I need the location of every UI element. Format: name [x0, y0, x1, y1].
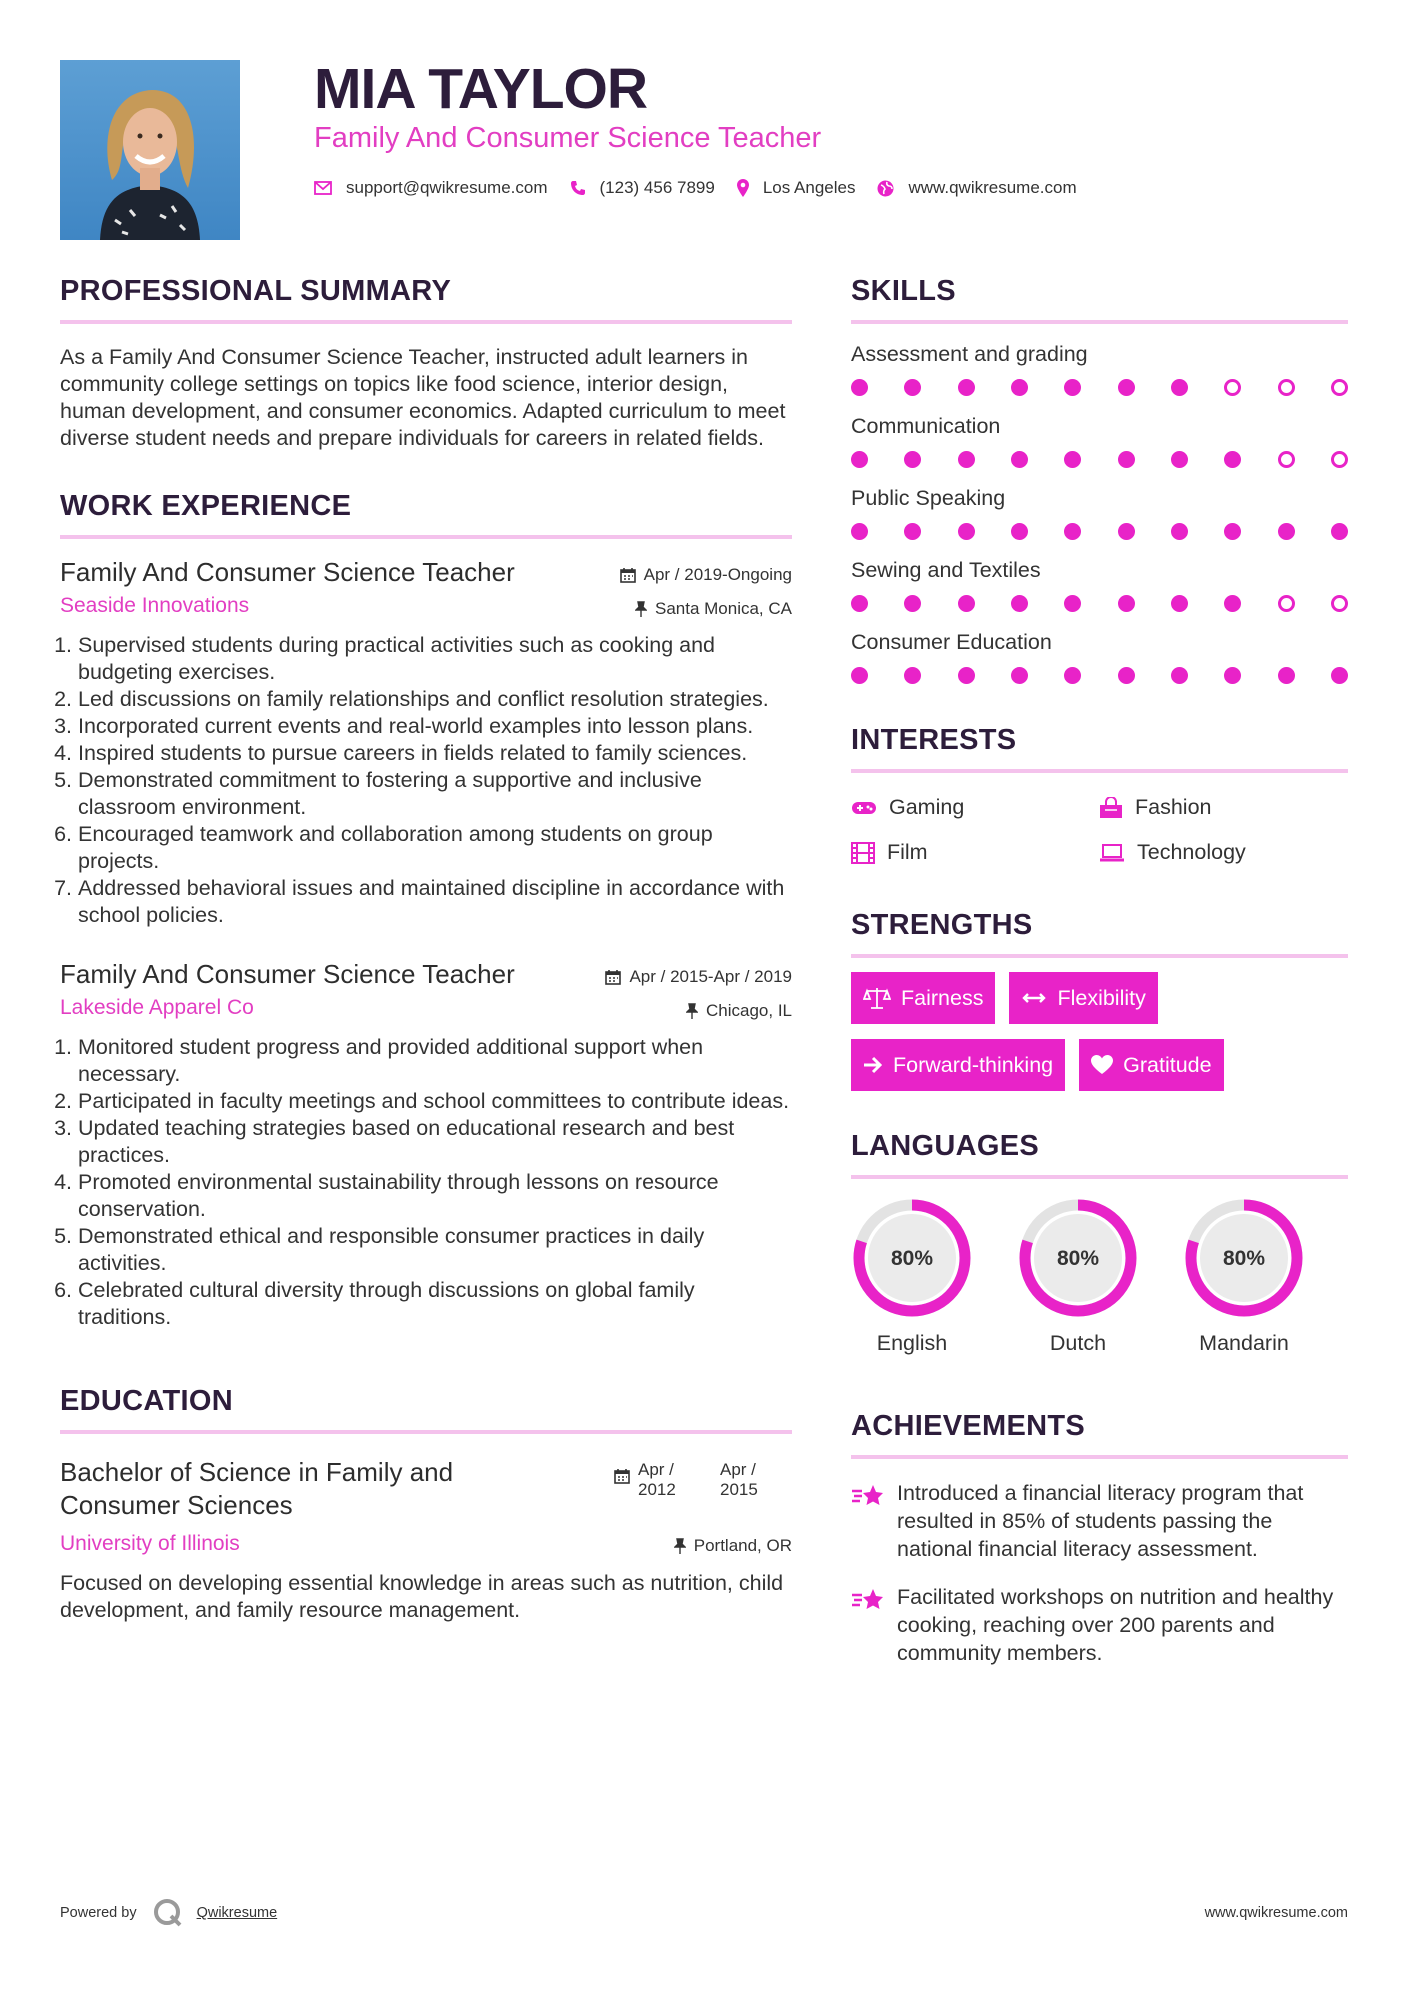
section-title: SKILLS: [851, 275, 956, 307]
skill-name: Public Speaking: [851, 486, 1006, 510]
shopping-bag-icon: [1099, 797, 1123, 819]
achievement-item: [851, 1583, 1348, 1667]
education-end: Apr / 2015: [720, 1460, 758, 1499]
rating-dot-filled: [904, 379, 921, 396]
contact-bar: [314, 178, 1099, 198]
skill-name: Sewing and Textiles: [851, 558, 1041, 582]
section-divider: [851, 1175, 1348, 1179]
left-column: [60, 275, 792, 1624]
section-title: PROFESSIONAL SUMMARY: [60, 275, 452, 307]
heart-icon: [1091, 1055, 1113, 1075]
education-section: [60, 1385, 792, 1624]
candidate-name: MIA TAYLOR: [314, 57, 648, 121]
languages-list: [851, 1197, 1348, 1356]
rating-dot-filled: [1064, 451, 1081, 468]
skill-rating: [851, 595, 1348, 612]
shooting-star-icon: [851, 1483, 885, 1511]
interest-item: [851, 795, 1099, 820]
gamepad-icon: [851, 800, 877, 816]
rating-dot-empty: [1331, 379, 1348, 396]
footer-powered-by: [60, 1898, 277, 1928]
rating-dot-filled: [958, 667, 975, 684]
rating-dot-filled: [1011, 667, 1028, 684]
contact-email[interactable]: [314, 178, 548, 198]
rating-dot-filled: [1011, 595, 1028, 612]
interest-item: [1099, 795, 1347, 820]
strength-tag: [851, 972, 995, 1024]
job-title: Family And Consumer Science Teacher: [60, 959, 515, 989]
phone-icon: [570, 180, 586, 196]
section-divider: [851, 954, 1348, 958]
language-gauge: [851, 1197, 973, 1319]
job-entry: [60, 959, 792, 1331]
list-item: 1. Supervised students during practical activities such as cooking and budgeting exercises.: [78, 632, 792, 686]
rating-dot-filled: [1171, 595, 1188, 612]
strengths-section: [851, 909, 1348, 1106]
rating-dot-filled: [1064, 667, 1081, 684]
arrow-right-icon: [863, 1056, 883, 1074]
section-title: STRENGTHS: [851, 909, 1033, 941]
language-name: English: [876, 1331, 948, 1355]
rating-dot-filled: [1064, 379, 1081, 396]
rating-dot-filled: [1171, 667, 1188, 684]
rating-dot-empty: [1331, 595, 1348, 612]
strength-tag: [1009, 972, 1157, 1024]
section-title: ACHIEVEMENTS: [851, 1410, 1086, 1442]
education-entry: [60, 1456, 792, 1624]
gauge-label: 80%: [1222, 1247, 1266, 1270]
list-item: 5. Demonstrated ethical and responsible consumer practices in daily activities.: [78, 1223, 792, 1277]
rating-dot-filled: [1224, 595, 1241, 612]
experience-section: [60, 490, 792, 1331]
rating-dot-filled: [904, 595, 921, 612]
rating-dot-filled: [904, 523, 921, 540]
skills-section: [851, 275, 1348, 684]
rating-dot-empty: [1224, 379, 1241, 396]
powered-by-text: Powered by: [60, 1905, 137, 1921]
section-divider: [851, 320, 1348, 324]
achievement-text: Facilitated workshops on nutrition and healthy cooking, reaching over 200 parents and community members.: [897, 1585, 1334, 1665]
language-gauge: [1017, 1197, 1139, 1319]
education-location: [674, 1536, 792, 1556]
skill-name: Communication: [851, 414, 1001, 438]
interest-item: [1099, 840, 1347, 865]
skill-item: [851, 558, 1348, 612]
rating-dot-filled: [1224, 667, 1241, 684]
achievement-text: Introduced a financial literacy program that resulted in 85% of students passing the national financial literacy assessment.: [897, 1481, 1304, 1561]
section-divider: [60, 535, 792, 539]
list-item: 3. Incorporated current events and real-world examples into lesson plans.: [78, 713, 792, 740]
interest-label: Film: [887, 840, 928, 864]
skill-item: [851, 486, 1348, 540]
job-company: Seaside Innovations: [60, 594, 250, 617]
contact-website[interactable]: [877, 178, 1076, 198]
list-item: 5. Demonstrated commitment to fostering a supportive and inclusive classroom environment.: [78, 767, 792, 821]
profile-photo: [60, 60, 240, 240]
rating-dot-filled: [1118, 523, 1135, 540]
rating-dot-filled: [1331, 523, 1348, 540]
rating-dot-filled: [1118, 451, 1135, 468]
section-divider: [851, 1455, 1348, 1459]
rating-dot-filled: [958, 451, 975, 468]
skill-name: Consumer Education: [851, 630, 1052, 654]
language-item: [1017, 1197, 1139, 1356]
strength-label: Flexibility: [1057, 985, 1146, 1010]
phone-text: (123) 456 7899: [599, 178, 715, 197]
shooting-star-icon: [851, 1587, 885, 1615]
right-column: [851, 275, 1348, 1667]
strength-tag: [851, 1039, 1065, 1091]
skill-rating: [851, 523, 1348, 540]
calendar-icon: [605, 969, 621, 985]
strength-tags: [851, 972, 1348, 1106]
skill-item: [851, 414, 1348, 468]
brand-link[interactable]: Qwikresume: [196, 1905, 278, 1921]
gauge-label: 80%: [890, 1247, 934, 1270]
languages-section: [851, 1130, 1348, 1356]
arrows-h-icon: [1021, 991, 1047, 1005]
rating-dot-filled: [1118, 667, 1135, 684]
job-bullets: [60, 632, 792, 929]
skill-name: Assessment and grading: [851, 342, 1088, 366]
rating-dot-filled: [1064, 523, 1081, 540]
rating-dot-filled: [1171, 379, 1188, 396]
contact-phone[interactable]: [570, 178, 715, 198]
contact-location: [737, 178, 856, 198]
job-company: Lakeside Apparel Co: [60, 996, 254, 1019]
rating-dot-filled: [1011, 379, 1028, 396]
summary-text: As a Family And Consumer Science Teacher, instructed adult learners in community college settings on topics like food science, interior design, human development, and consumer economics. Adapted curriculum to meet diverse student needs and prepare individuals for careers in related fields.: [60, 345, 786, 450]
education-dates: [614, 1460, 772, 1500]
map-marker-icon: [737, 179, 749, 197]
rating-dot-filled: [851, 379, 868, 396]
list-item: 1. Monitored student progress and provided additional support when necessary.: [78, 1034, 792, 1088]
section-divider: [851, 769, 1348, 773]
job-title: Family And Consumer Science Teacher: [60, 557, 515, 587]
skill-item: [851, 630, 1348, 684]
rating-dot-filled: [1064, 595, 1081, 612]
rating-dot-filled: [1011, 523, 1028, 540]
rating-dot-filled: [1278, 523, 1295, 540]
job-location-text: Santa Monica, CA: [654, 599, 792, 618]
summary-section: [60, 275, 792, 452]
education-degree: Bachelor of Science in Family and Consumer Sciences: [60, 1457, 454, 1520]
gauge-label: 80%: [1056, 1247, 1100, 1270]
language-gauge: [1183, 1197, 1305, 1319]
skill-rating: [851, 379, 1348, 396]
rating-dot-filled: [851, 451, 868, 468]
achievement-item: [851, 1479, 1348, 1563]
rating-dot-filled: [1118, 379, 1135, 396]
rating-dot-filled: [958, 523, 975, 540]
language-item: [1183, 1197, 1305, 1356]
job-dates-text: Apr / 2015-Apr / 2019: [629, 967, 792, 986]
strength-tag: [1079, 1039, 1223, 1091]
language-name: Mandarin: [1199, 1331, 1289, 1355]
job-location: [686, 1001, 792, 1021]
rating-dot-empty: [1278, 379, 1295, 396]
section-title: LANGUAGES: [851, 1130, 1039, 1162]
interests-section: [851, 724, 1348, 865]
rating-dot-filled: [958, 379, 975, 396]
interest-label: Gaming: [889, 795, 965, 819]
rating-dot-filled: [1011, 451, 1028, 468]
job-dates: [620, 565, 792, 585]
education-start: Apr / 2012: [638, 1460, 676, 1499]
list-item: 6. Celebrated cultural diversity through discussions on global family traditions.: [78, 1277, 792, 1331]
interest-label: Technology: [1137, 840, 1246, 864]
list-item: 4. Promoted environmental sustainability through lessons on resource conservation.: [78, 1169, 792, 1223]
job-bullets: [60, 1034, 792, 1331]
list-item: 6. Encouraged teamwork and collaboration among students on group projects.: [78, 821, 792, 875]
skill-rating: [851, 667, 1348, 684]
list-item: 2. Participated in faculty meetings and school committees to contribute ideas.: [78, 1088, 792, 1115]
candidate-title: Family And Consumer Science Teacher: [314, 122, 822, 154]
rating-dot-filled: [851, 595, 868, 612]
list-item: 7. Addressed behavioral issues and maintained discipline in accordance with school policies.: [78, 875, 792, 929]
laptop-icon: [1099, 844, 1125, 862]
education-location-text: Portland, OR: [693, 1536, 792, 1555]
calendar-icon: [614, 1468, 630, 1484]
list-item: 4. Inspired students to pursue careers in fields related to family sciences.: [78, 740, 792, 767]
balance-scale-icon: [863, 987, 891, 1009]
rating-dot-filled: [1278, 667, 1295, 684]
strength-label: Gratitude: [1123, 1052, 1212, 1077]
rating-dot-empty: [1278, 595, 1295, 612]
envelope-icon: [314, 181, 332, 195]
rating-dot-filled: [1171, 451, 1188, 468]
rating-dot-filled: [904, 451, 921, 468]
section-title: EDUCATION: [60, 1385, 233, 1417]
list-item: 3. Updated teaching strategies based on educational research and best practices.: [78, 1115, 792, 1169]
skill-item: [851, 342, 1348, 396]
pin-icon: [635, 601, 647, 617]
rating-dot-filled: [904, 667, 921, 684]
rating-dot-filled: [1224, 451, 1241, 468]
strength-label: Forward-thinking: [893, 1052, 1054, 1077]
rating-dot-empty: [1331, 451, 1348, 468]
location-text: Los Angeles: [762, 178, 856, 197]
footer-website[interactable]: www.qwikresume.com: [1204, 1905, 1348, 1921]
list-item: 2. Led discussions on family relationships and conflict resolution strategies.: [78, 686, 792, 713]
calendar-icon: [620, 567, 636, 583]
rating-dot-filled: [1331, 667, 1348, 684]
job-entry: [60, 557, 792, 929]
education-institution: University of Illinois: [60, 1532, 240, 1555]
rating-dot-filled: [1224, 523, 1241, 540]
pin-icon: [674, 1538, 686, 1554]
interest-label: Fashion: [1135, 795, 1212, 819]
skill-rating: [851, 451, 1348, 468]
section-divider: [60, 320, 792, 324]
job-location-text: Chicago, IL: [706, 1001, 792, 1020]
rating-dot-filled: [1118, 595, 1135, 612]
section-title: INTERESTS: [851, 724, 1017, 756]
film-icon: [851, 842, 875, 864]
job-location: [635, 599, 792, 619]
rating-dot-filled: [958, 595, 975, 612]
rating-dot-empty: [1278, 451, 1295, 468]
email-text: support@qwikresume.com: [346, 178, 548, 197]
rating-dot-filled: [851, 523, 868, 540]
job-dates-text: Apr / 2019-Ongoing: [643, 565, 792, 584]
rating-dot-filled: [851, 667, 868, 684]
skills-list: [851, 342, 1348, 684]
job-dates: [605, 967, 792, 987]
education-description: Focused on developing essential knowledge in areas such as nutrition, child development, and family resource management.: [60, 1571, 784, 1622]
interest-item: [851, 840, 1099, 865]
website-text[interactable]: www.qwikresume.com: [908, 178, 1077, 197]
strength-label: Fairness: [901, 985, 984, 1010]
interests-grid: [851, 795, 1348, 865]
section-divider: [60, 1430, 792, 1434]
achievements-section: [851, 1410, 1348, 1667]
language-item: [851, 1197, 973, 1356]
globe-icon: [877, 180, 894, 197]
section-title: WORK EXPERIENCE: [60, 490, 352, 522]
language-name: Dutch: [1049, 1331, 1107, 1355]
rating-dot-filled: [1171, 523, 1188, 540]
qwikresume-logo-icon: [153, 1898, 183, 1928]
pin-icon: [686, 1003, 698, 1019]
